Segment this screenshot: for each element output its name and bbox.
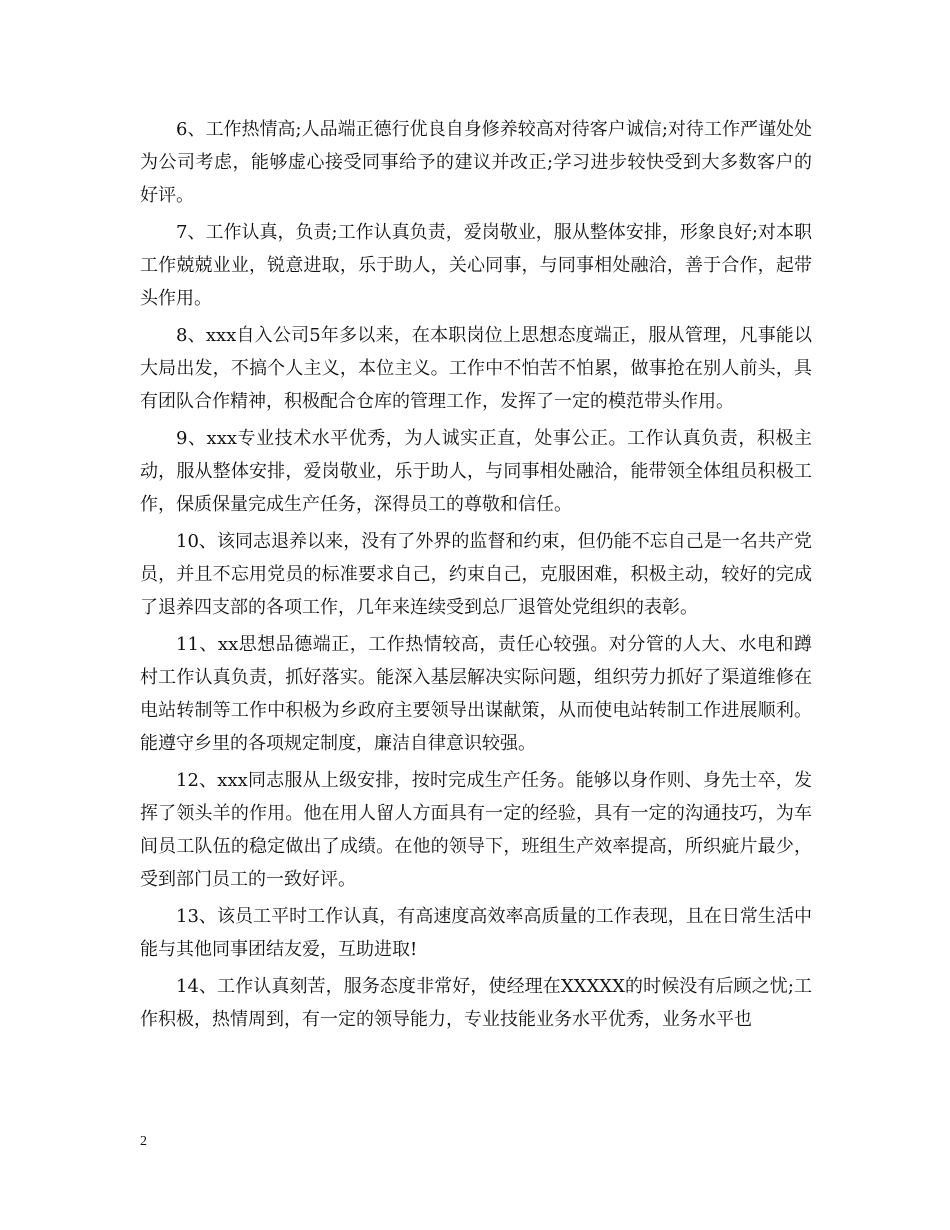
paragraph-11: 11、xx思想品德端正，工作热情较高，责任心较强。对分管的人大、水电和蹲村工作认真负责，抓好落实。能深入基层解决实际问题，组织劳力抓好了渠道维修在电站转制等工作中积极为乡政府主要领导出谋献策，从而使电站转制工作进展顺利。能遵守乡里的各项规定制度，廉洁自律意识较强。: [140, 634, 812, 754]
document-body: [140, 113, 812, 1040]
paragraph-12: 12、xxx同志服从上级安排，按时完成生产任务。能够以身作则、身先士卒，发挥了领头羊的作用。他在用人留人方面具有一定的经验，具有一定的沟通技巧，为车间员工队伍的稳定做出了成绩。在他的领导下，班组生产效率提高，所织疵片最少，受到部门员工的一致好评。: [140, 770, 812, 890]
paragraph-13: 13、该员工平时工作认真，有高速度高效率高质量的工作表现，且在日常生活中能与其他同事团结友爱，互助进取!: [140, 906, 812, 960]
paragraph-6: 6、工作热情高;人品端正德行优良自身修养较高对待客户诚信;对待工作严谨处处为公司考虑，能够虚心接受同事给予的建议并改正;学习进步较快受到大多数客户的好评。: [140, 119, 812, 206]
paragraph-10: 10、该同志退养以来，没有了外界的监督和约束，但仍能不忘自己是一名共产党员，并且不忘用党员的标准要求自己，约束自己，克服困难，积极主动，较好的完成了退养四支部的各项工作，几年来连续受到总厂退管处党组织的表彰。: [140, 531, 812, 618]
page-number: 2: [140, 1134, 147, 1149]
paragraph-14: 14、工作认真刻苦，服务态度非常好，使经理在XXXXX的时候没有后顾之忧;工作积极，热情周到，有一定的领导能力，专业技能业务水平优秀，业务水平也: [140, 976, 812, 1030]
paragraph-8: 8、xxx自入公司5年多以来，在本职岗位上思想态度端正，服从管理，凡事能以大局出发，不搞个人主义，本位主义。工作中不怕苦不怕累，做事抢在别人前头，具有团队合作精神，积极配合仓库的管理工作，发挥了一定的模范带头作用。: [140, 325, 812, 412]
paragraph-7: 7、工作认真，负责;工作认真负责，爱岗敬业，服从整体安排，形象良好;对本职工作兢兢业业，锐意进取，乐于助人，关心同事，与同事相处融洽，善于合作，起带头作用。: [140, 222, 812, 309]
paragraph-9: 9、xxx专业技术水平优秀，为人诚实正直，处事公正。工作认真负责，积极主动，服从整体安排，爱岗敬业，乐于助人，与同事相处融洽，能带领全体组员积极工作，保质保量完成生产任务，深得员工的尊敬和信任。: [140, 428, 812, 515]
